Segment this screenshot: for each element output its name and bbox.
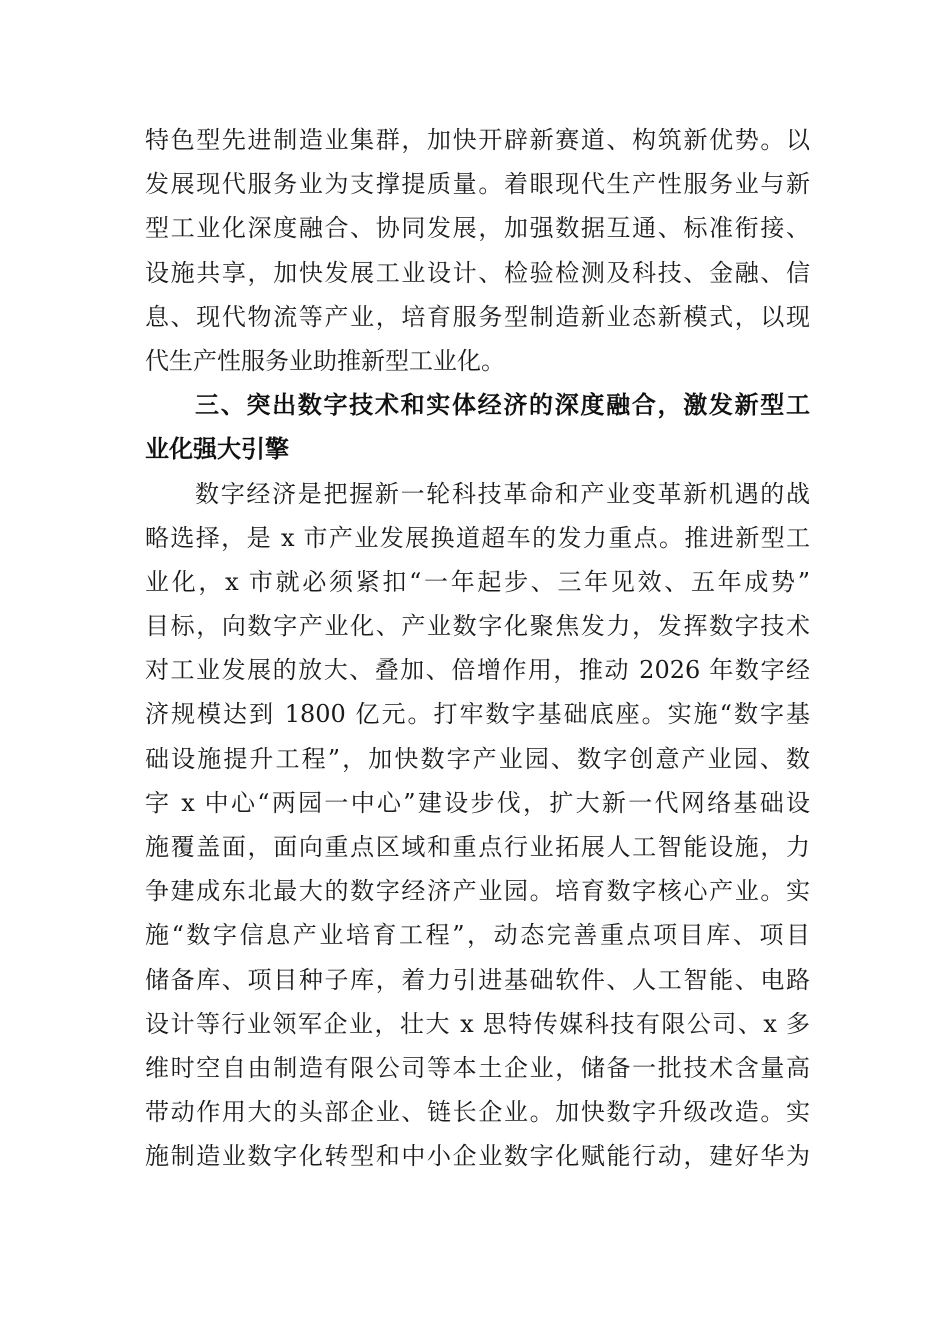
paragraph-line: 施“数字信息产业培育工程”，动态完善重点项目库、项目 bbox=[145, 921, 810, 950]
paragraph-line: 数字经济是把握新一轮科技革命和产业变革新机遇的战 bbox=[195, 479, 810, 508]
paragraph-line: 础设施提升工程”，加快数字产业园、数字创意产业园、数 bbox=[145, 744, 810, 773]
paragraph-line: 维时空自由制造有限公司等本土企业，储备一批技术含量高 bbox=[145, 1053, 810, 1082]
paragraph-line: 字 x 中心“两园一中心”建设步伐，扩大新一代网络基础设 bbox=[145, 788, 810, 817]
paragraph-line: 带动作用大的头部企业、链长企业。加快数字升级改造。实 bbox=[145, 1098, 810, 1127]
paragraph-line: 济规模达到 1800 亿元。打牢数字基础底座。实施“数字基 bbox=[145, 700, 810, 729]
paragraph-line: 息、现代物流等产业，培育服务型制造新业态新模式，以现 bbox=[145, 302, 810, 331]
paragraph-line: 目标，向数字产业化、产业数字化聚焦发力，发挥数字技术 bbox=[145, 612, 810, 641]
body-text bbox=[145, 118, 810, 1179]
paragraph-line: 略选择，是 x 市产业发展换道超车的发力重点。推进新型工 bbox=[145, 523, 810, 552]
paragraph-line: 对工业发展的放大、叠加、倍增作用，推动 2026 年数字经 bbox=[145, 656, 810, 685]
section-heading: 业化强大引擎 bbox=[145, 435, 289, 464]
paragraph-line: 设施共享，加快发展工业设计、检验检测及科技、金融、信 bbox=[145, 258, 810, 287]
paragraph-line: 施覆盖面，面向重点区域和重点行业拓展人工智能设施，力 bbox=[145, 833, 810, 861]
paragraph-line: 设计等行业领军企业，壮大 x 思特传媒科技有限公司、x 多 bbox=[145, 1009, 810, 1038]
paragraph-line: 储备库、项目种子库，着力引进基础软件、人工智能、电路 bbox=[145, 965, 810, 994]
section-heading: 三、突出数字技术和实体经济的深度融合，激发新型工 bbox=[195, 391, 810, 420]
paragraph-line: 发展现代服务业为支撑提质量。着眼现代生产性服务业与新 bbox=[145, 170, 810, 199]
paragraph-line: 施制造业数字化转型和中小企业数字化赋能行动，建好华为 bbox=[145, 1142, 810, 1171]
paragraph-line: 代生产性服务业助推新型工业化。 bbox=[145, 346, 505, 375]
paragraph-line: 特色型先进制造业集群，加快开辟新赛道、构筑新优势。以 bbox=[145, 126, 810, 154]
paragraph-line: 业化，x 市就必须紧扣“一年起步、三年见效、五年成势” bbox=[145, 567, 810, 596]
paragraph-line: 型工业化深度融合、协同发展，加强数据互通、标准衔接、 bbox=[145, 214, 810, 243]
paragraph-line: 争建成东北最大的数字经济产业园。培育数字核心产业。实 bbox=[145, 877, 810, 906]
